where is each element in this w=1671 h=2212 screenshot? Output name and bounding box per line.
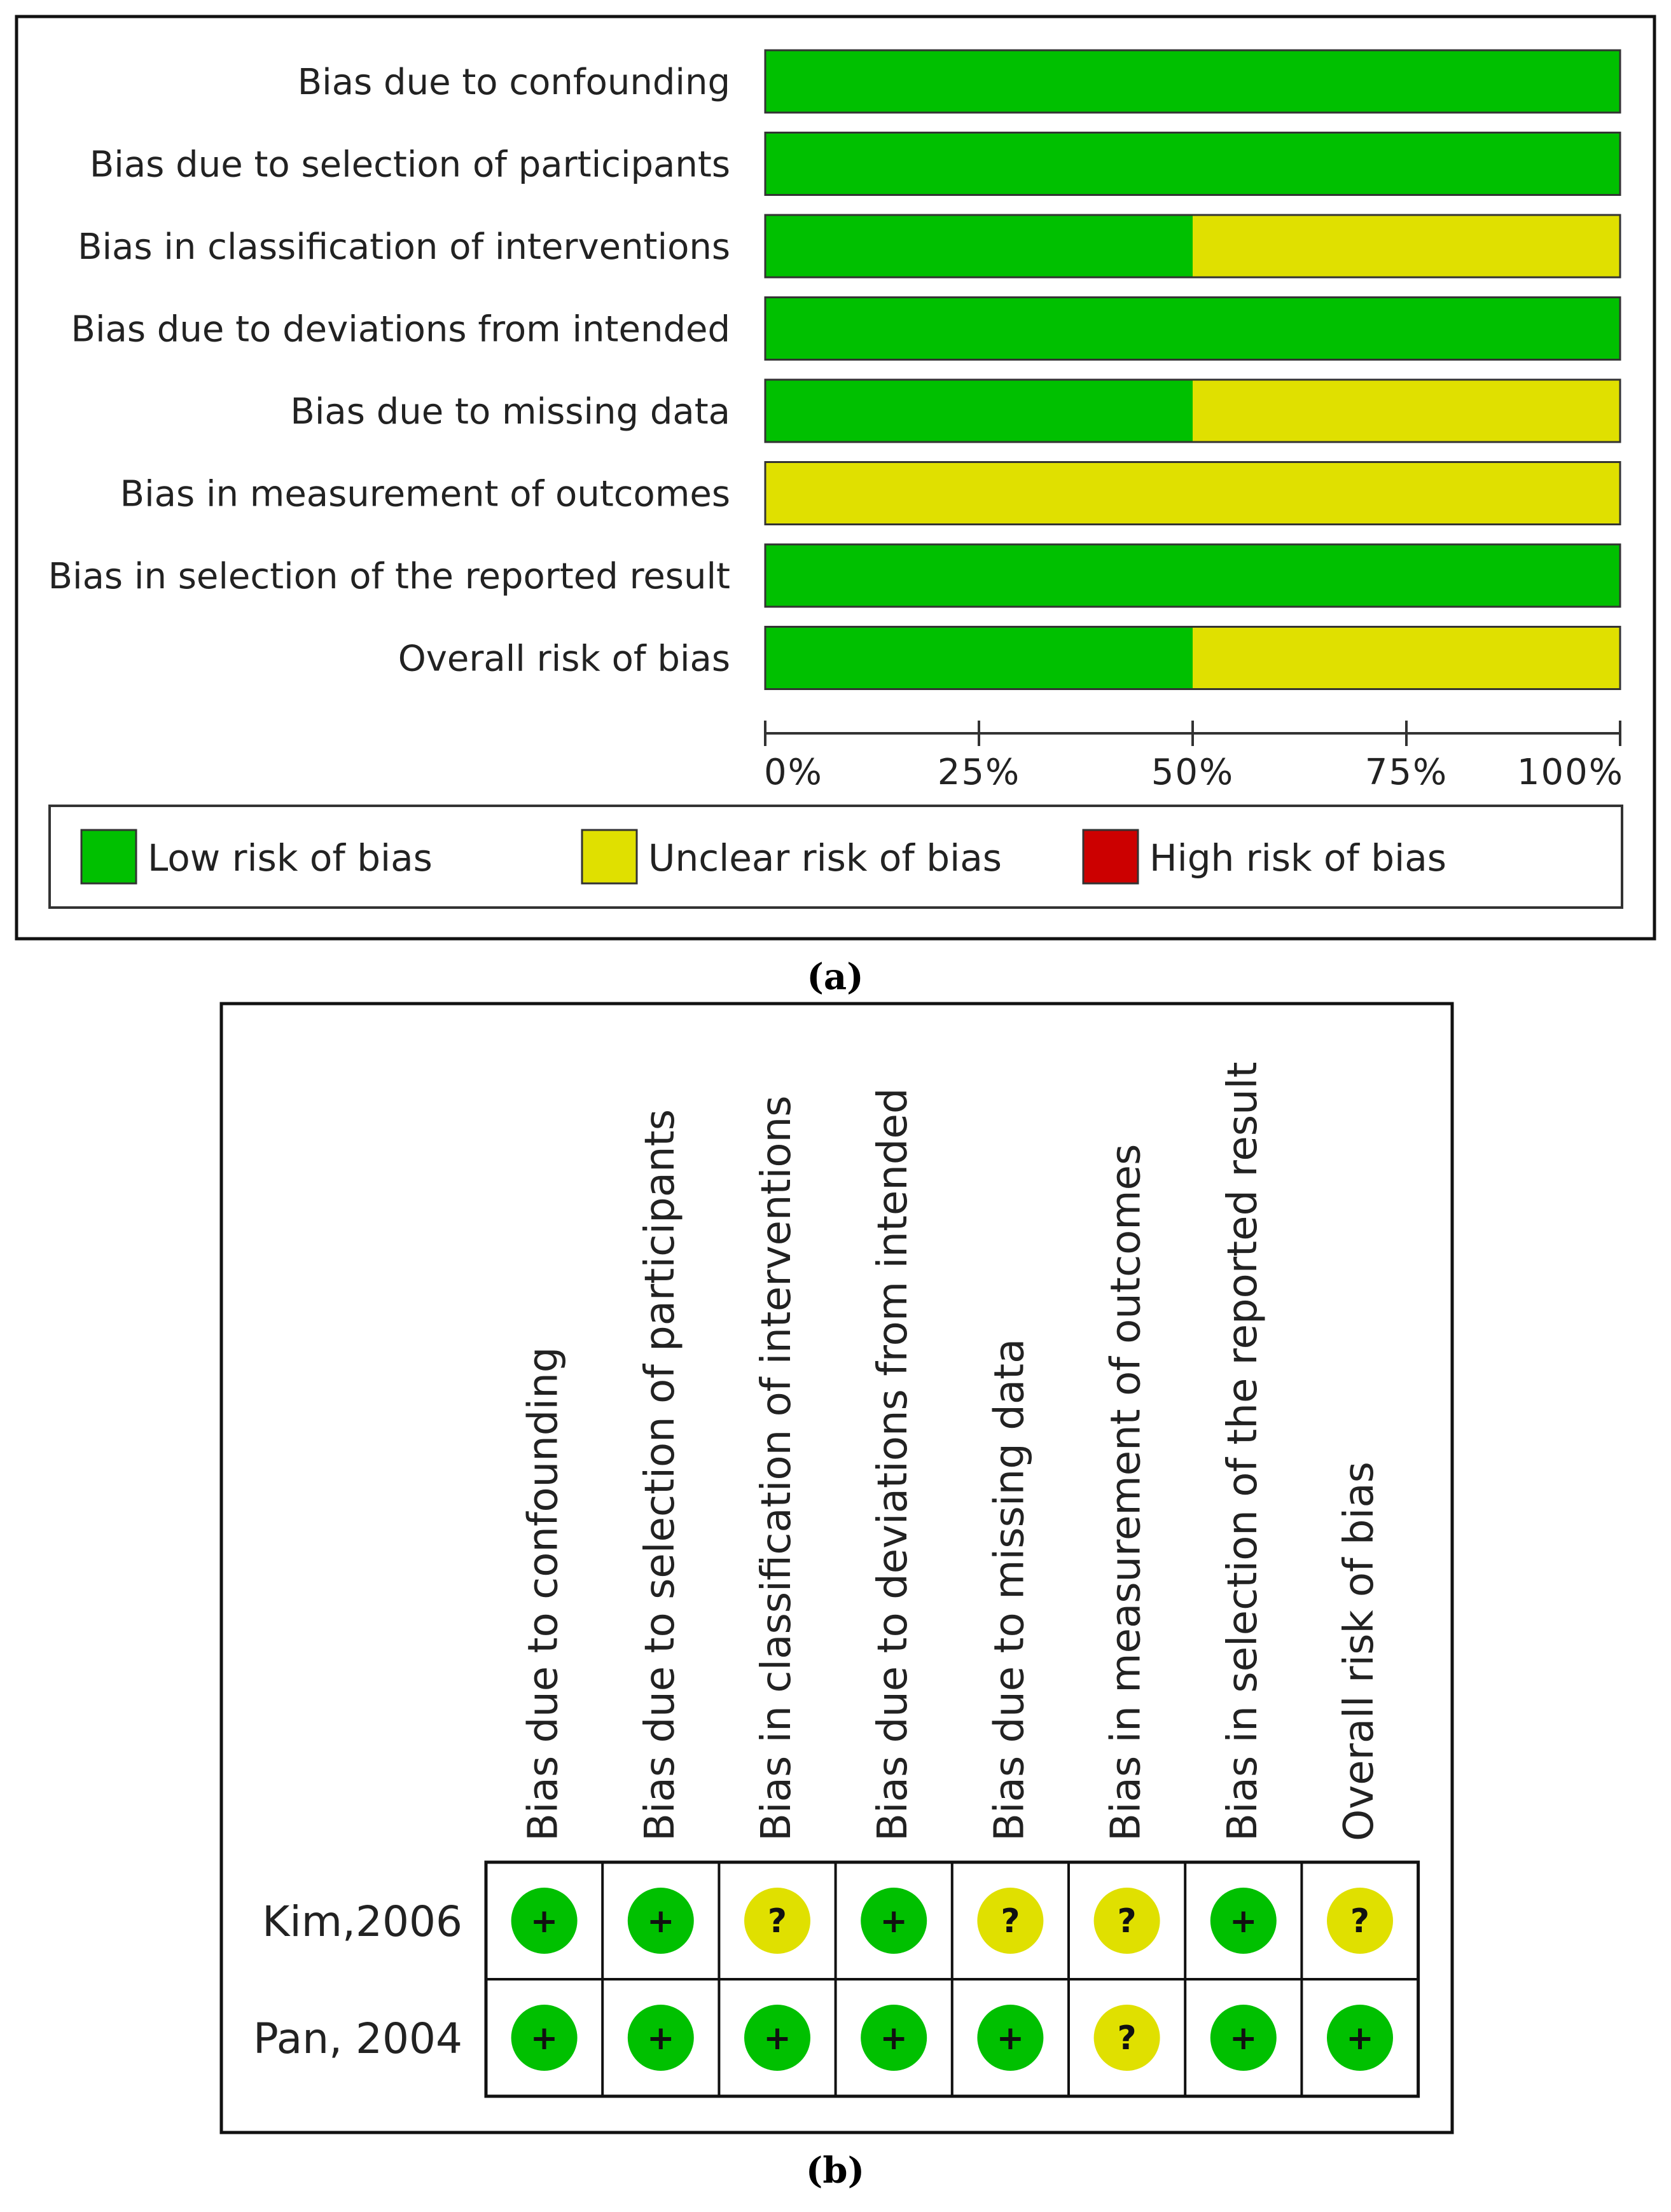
category-label-bias-due-to-deviations-from-intended: Bias due to deviations from intended — [71, 308, 730, 350]
bar-unclear-risk-of-bias-bias-due-to-missing-data — [1193, 380, 1620, 442]
judgement-symbol: + — [1230, 1902, 1258, 1940]
judgement-symbol: + — [880, 2019, 908, 2057]
category-label-overall-risk-of-bias: Overall risk of bias — [398, 638, 730, 680]
judgement-symbol: + — [880, 1902, 908, 1940]
column-header-overall-risk-of-bias: Overall risk of bias — [1336, 1462, 1383, 1841]
bar-low-risk-of-bias-bias-due-to-missing-data — [765, 380, 1193, 442]
legend-label-unclear-risk-of-bias: Unclear risk of bias — [648, 836, 1002, 880]
judgement-symbol: + — [763, 2019, 791, 2057]
judgement-symbol: ? — [1117, 2019, 1137, 2057]
judgement-grid — [486, 1862, 1418, 2096]
x-tick-label-0: 0% — [764, 752, 823, 793]
x-tick-label-100: 100% — [1516, 752, 1624, 793]
bar-unclear-risk-of-bias-bias-in-measurement-of-outcomes — [765, 462, 1620, 525]
judgement-symbol: + — [530, 2019, 558, 2057]
judgement-symbol: ? — [1001, 1902, 1020, 1940]
legend-swatch-unclear-risk-of-bias — [582, 830, 637, 883]
legend-label-low-risk-of-bias: Low risk of bias — [148, 836, 433, 880]
judgement-symbol: + — [1346, 2019, 1374, 2057]
bar-low-risk-of-bias-bias-in-classification-of-interventions — [765, 215, 1193, 277]
bar-low-risk-of-bias-bias-due-to-confounding — [765, 50, 1620, 113]
legend-swatch-low-risk-of-bias — [81, 830, 136, 883]
column-header-bias-due-to-deviations-from-intended: Bias due to deviations from intended — [870, 1088, 917, 1841]
panel-b-summary-table — [221, 1004, 1452, 2133]
judgement-symbol: ? — [1117, 1902, 1137, 1940]
bar-low-risk-of-bias-bias-due-to-deviations-from-intended — [765, 298, 1620, 360]
judgement-symbol: + — [1230, 2019, 1258, 2057]
study-label-pan-2004: Pan, 2004 — [253, 2014, 462, 2063]
study-label-kim-2006: Kim,2006 — [262, 1897, 462, 1946]
column-header-bias-due-to-confounding: Bias due to confounding — [520, 1346, 567, 1841]
bar-low-risk-of-bias-bias-due-to-selection-of-participants — [765, 133, 1620, 195]
category-label-bias-in-selection-of-the-reported-result: Bias in selection of the reported result — [48, 556, 730, 597]
judgement-symbol: ? — [1350, 1902, 1370, 1940]
column-header-bias-in-selection-of-the-reported-result: Bias in selection of the reported result — [1219, 1061, 1266, 1841]
caption-b: (b) — [805, 2150, 865, 2192]
x-tick-label-75: 75% — [1364, 752, 1448, 793]
category-label-bias-due-to-selection-of-participants: Bias due to selection of participants — [89, 144, 730, 186]
category-label-bias-due-to-confounding: Bias due to confounding — [297, 62, 730, 103]
x-tick-label-25: 25% — [937, 752, 1021, 793]
judgement-symbol: + — [996, 2019, 1025, 2057]
judgement-symbol: + — [647, 2019, 675, 2057]
caption-a: (a) — [807, 956, 864, 998]
bar-unclear-risk-of-bias-bias-in-classification-of-interventions — [1193, 215, 1620, 277]
category-label-bias-in-classification-of-interventions: Bias in classification of interventions — [78, 226, 730, 268]
bar-low-risk-of-bias-bias-in-selection-of-the-reported-result — [765, 544, 1620, 607]
column-header-bias-due-to-missing-data: Bias due to missing data — [986, 1338, 1034, 1841]
legend-swatch-high-risk-of-bias — [1083, 830, 1138, 883]
column-header-bias-in-classification-of-interventions: Bias in classification of interventions — [753, 1095, 800, 1841]
judgement-symbol: ? — [767, 1902, 787, 1940]
column-header-bias-in-measurement-of-outcomes: Bias in measurement of outcomes — [1102, 1144, 1150, 1841]
category-label-bias-due-to-missing-data: Bias due to missing data — [290, 391, 730, 432]
judgement-symbol: + — [530, 1902, 558, 1940]
bar-low-risk-of-bias-overall-risk-of-bias — [765, 627, 1193, 689]
legend-label-high-risk-of-bias: High risk of bias — [1149, 836, 1446, 880]
legend — [50, 806, 1622, 908]
bar-unclear-risk-of-bias-overall-risk-of-bias — [1193, 627, 1620, 689]
panel-a-summary-chart — [17, 17, 1654, 939]
judgement-symbol: + — [647, 1902, 675, 1940]
category-label-bias-in-measurement-of-outcomes: Bias in measurement of outcomes — [120, 473, 730, 515]
column-header-bias-due-to-selection-of-participants: Bias due to selection of participants — [636, 1109, 684, 1841]
x-tick-label-50: 50% — [1151, 752, 1235, 793]
